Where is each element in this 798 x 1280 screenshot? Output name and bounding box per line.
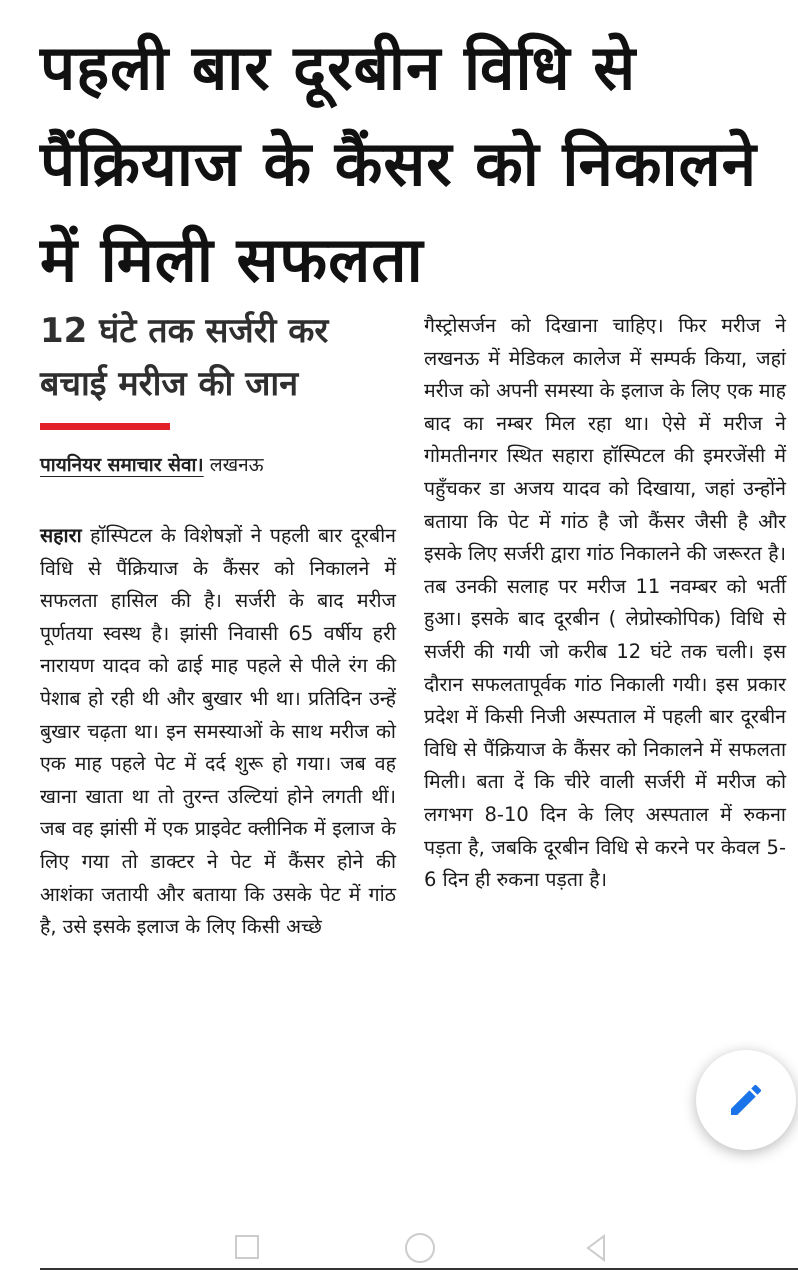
edit-fab-button[interactable] (696, 1050, 796, 1150)
accent-rule (40, 423, 170, 430)
subheadline: 12 घंटे तक सर्जरी कर बचाई मरीज की जान (40, 311, 329, 404)
article-lead-word: सहारा (40, 524, 82, 547)
headline: पहली बार दूरबीन विधि से पैंक्रियाज के कैंसर को निकालने में मिली सफलता (40, 31, 758, 296)
left-column (40, 305, 396, 944)
right-column (424, 310, 786, 897)
article-body-left (40, 520, 396, 944)
pencil-icon (726, 1080, 766, 1120)
byline-location: लखनऊ (209, 454, 264, 476)
article-body-right: गैस्ट्रोसर्जन को दिखाना चाहिए। फिर मरीज ने लखनऊ में मेडिकल कालेज में सम्पर्क किया, जहां मरीज को अपनी समस्या के इलाज के लिए एक माह बाद का नम्बर मिल रहा था। ऐसे में मरीज ने गोमतीनगर स्थित सहारा हॉस्पिटल की इमरजेंसी में पहुँचकर डा अजय यादव को दिखाया, जहां उन्होंने बताया कि पेट में गांठ है जो कैंसर जैसी है और इसके लिए सर्जरी द्वारा गांठ निकालने की जरूरत है। तब उनकी सलाह पर मरीज 11 नवम्बर को भर्ती हुआ। इसके बाद दूरबीन ( लेप्रोस्कोपिक) विधि से सर्जरी की गयी जो करीब 12 घंटे तक चली। इस दौरान सफलतापूर्वक गांठ निकाली गयी। इस प्रकार प्रदेश में किसी निजी अस्पताल में पहली बार दूरबीन विधि से पैंक्रियाज के कैंसर को निकालने में सफलता मिली। बता दें कि चीरे वाली सर्जरी में मरीज को लगभग 8-10 दिन के लिए अस्पताल में रुकना पड़ता है, जबकि दूरबीन विधि से करने पर केवल 5-6 दिन ही रुकना पड़ता है। (424, 314, 786, 892)
home-circle-icon[interactable] (406, 1234, 434, 1262)
system-nav-bar (0, 1228, 798, 1268)
article-text-left: हॉस्पिटल के विशेषज्ञों ने पहली बार दूरबीन विधि से पैंक्रियाज के कैंसर को निकालने में सफलता हासिल की है। सर्जरी के बाद मरीज पूर्णतया स्वस्थ है। झांसी निवासी 65 वर्षीय हरी नारायण यादव को ढाई माह पहले से पीले रंग की पेशाब हो रही थी और बुखार भी था। प्रतिदिन उन्हें बुखार चढ़ता था। इन समस्याओं के साथ मरीज को एक माह पहले पेट में दर्द शुरू हो गया। जब वह खाना खाता था तो तुरन्त उल्टियां होने लगती थीं। जब वह झांसी में एक प्राइवेट क्लीनिक में इलाज के लिए गया तो डाक्टर ने पेट में कैंसर होने की आशंका जतायी और बताया कि उसके पेट में गांठ है, उसे इसके इलाज के लिए किसी अच्छे (40, 524, 396, 939)
byline (40, 450, 396, 480)
byline-agency: पायनियर समाचार सेवा। (40, 454, 204, 476)
page-bottom-rule (40, 1268, 798, 1270)
back-triangle-icon[interactable] (588, 1236, 604, 1260)
recents-square-icon[interactable] (236, 1236, 258, 1258)
